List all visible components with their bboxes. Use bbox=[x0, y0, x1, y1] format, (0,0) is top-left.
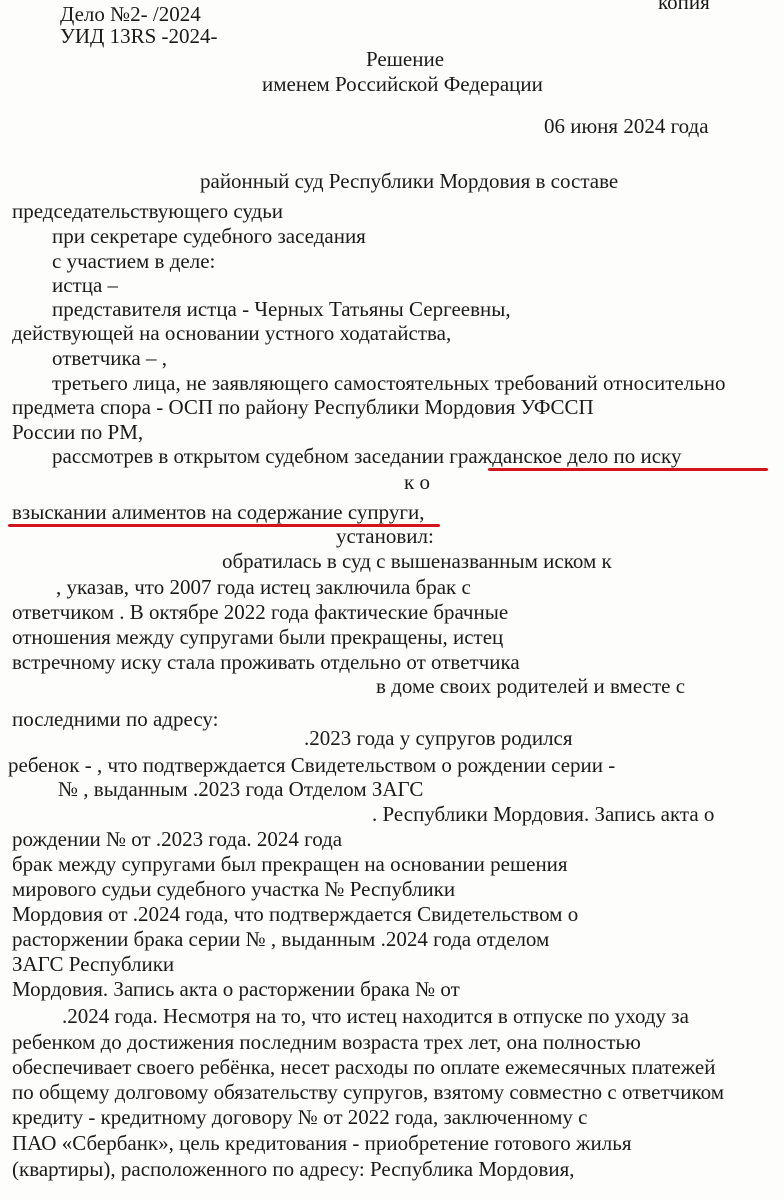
text-line: при секретаре судебного заседания bbox=[52, 224, 366, 248]
text-line: ЗАГС Республики bbox=[12, 952, 175, 976]
text-line: . Республики Мордовия. Запись акта о bbox=[372, 802, 715, 826]
text-line: мирового судьи судебного участка № Республики bbox=[12, 877, 456, 901]
text-line: представителя истца - Черных Татьяны Сергеевны, bbox=[52, 297, 511, 321]
text-line: рассмотрев в открытом судебном заседании гражданское дело по иску bbox=[52, 444, 682, 468]
text-line: № , выданным .2023 года Отделом ЗАГС bbox=[58, 777, 424, 801]
text-line: ответчиком . В октябре 2022 года фактические брачные bbox=[12, 600, 509, 624]
text-line: обратилась в суд с вышеназванным иском к bbox=[222, 549, 612, 573]
text-line: обеспечивает своего ребёнка, несет расходы по оплате ежемесячных платежей bbox=[12, 1055, 716, 1079]
document-title: Решение bbox=[366, 47, 445, 71]
text-line: третьего лица, не заявляющего самостоятельных требований относительно bbox=[52, 371, 726, 395]
text-line: рождении № от .2023 года. 2024 года bbox=[12, 827, 343, 851]
text-line: Мордовия. Запись акта о расторжении брака № от bbox=[12, 977, 460, 1001]
document-subtitle: именем Российской Федерации bbox=[262, 72, 543, 96]
text-line: последними по адресу: bbox=[12, 707, 219, 731]
copy-mark: копия bbox=[658, 0, 710, 14]
text-line: взыскании алиментов на содержание супруги, bbox=[12, 500, 425, 524]
text-line: брак между супругами был прекращен на основании решения bbox=[12, 852, 568, 876]
text-line: ребенок - , что подтверждается Свидетельством о рождении серии - bbox=[8, 753, 616, 777]
text-line: встречному иску стала проживать отдельно от ответчика bbox=[12, 650, 520, 674]
text-line: кредиту - кредитному договору № от 2022 года, заключенному с bbox=[12, 1105, 588, 1129]
text-line: установил: bbox=[336, 524, 434, 548]
case-uid: УИД 13RS -2024- bbox=[60, 24, 218, 48]
red-underline bbox=[488, 468, 768, 471]
text-line: действующей на основании устного ходатайства, bbox=[12, 321, 452, 345]
text-line: , указав, что 2007 года истец заключила брак с bbox=[56, 575, 471, 599]
text-line: истца – bbox=[52, 273, 119, 297]
text-line: районный суд Республики Мордовия в составе bbox=[200, 169, 619, 193]
text-line: (квартиры), расположенного по адресу: Республика Мордовия, bbox=[12, 1157, 575, 1181]
text-line: .2023 года у супругов родился bbox=[304, 726, 573, 750]
case-number: Дело №2- /2024 bbox=[60, 2, 201, 26]
text-line: ответчика – , bbox=[52, 346, 167, 370]
text-line: предмета спора - ОСП по району Республики Мордовия УФССП bbox=[12, 395, 594, 419]
text-line: ребенком до достижения последним возраста трех лет, она полностью bbox=[12, 1030, 641, 1054]
text-line: ПАО «Сбербанк», цель кредитования - приобретение готового жилья bbox=[12, 1131, 632, 1155]
text-line: отношения между супругами были прекращены, истец bbox=[12, 625, 504, 649]
text-line: .2024 года. Несмотря на то, что истец находится в отпуске по уходу за bbox=[62, 1004, 689, 1028]
text-line: Мордовия от .2024 года, что подтверждается Свидетельством о bbox=[12, 902, 579, 926]
text-line: председательствующего судьи bbox=[12, 199, 284, 223]
text-line: расторжении брака серии № , выданным .2024 года отделом bbox=[12, 927, 550, 951]
text-line: к о bbox=[404, 470, 430, 494]
text-line: в доме своих родителей и вместе с bbox=[376, 674, 686, 698]
text-line: с участием в деле: bbox=[52, 249, 216, 273]
decision-date: 06 июня 2024 года bbox=[544, 114, 709, 138]
text-line: России по РМ, bbox=[12, 420, 144, 444]
text-line: по общему долговому обязательству супругов, взятому совместно с ответчиком bbox=[12, 1080, 724, 1104]
